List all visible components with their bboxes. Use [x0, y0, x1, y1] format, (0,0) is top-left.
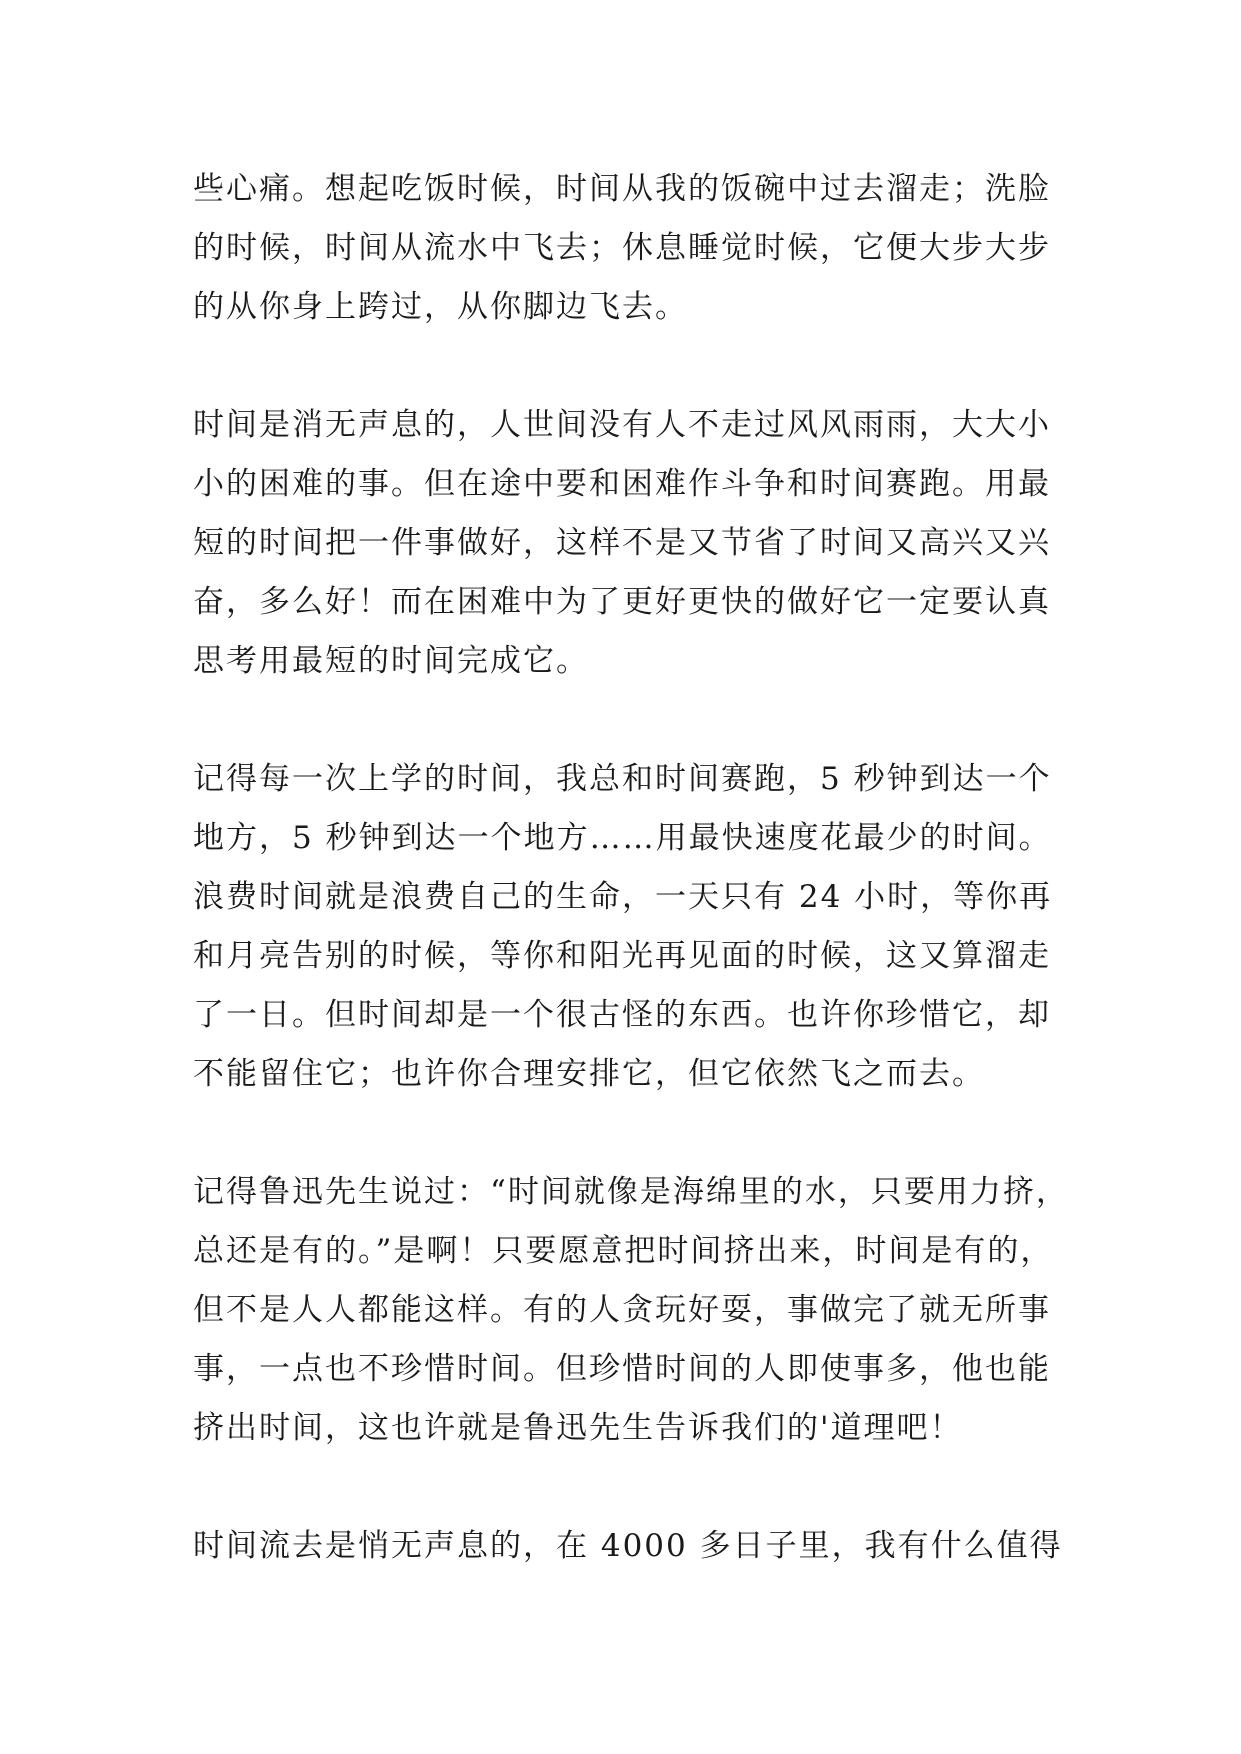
text-line: 地方，5 秒钟到达一个地方……用最快速度花最少的时间。	[193, 820, 1052, 856]
text-line: 记得每一次上学的时间，我总和时间赛跑，5 秒钟到达一个	[193, 761, 1052, 797]
text-line: 了一日。但时间却是一个很古怪的东西。也许你珍惜它，却	[193, 997, 1051, 1033]
text-line: 的从你身上跨过，从你脚边飞去。	[193, 289, 688, 325]
text-line: 记得鲁迅先生说过：“时间就像是海绵里的水，只要用力挤，	[193, 1174, 1069, 1210]
text-line: 总还是有的。”是啊！只要愿意把时间挤出来，时间是有的，	[193, 1233, 1054, 1269]
paragraph-4	[193, 1163, 1069, 1458]
text-line: 事，一点也不珍惜时间。但珍惜时间的人即使事多，他也能	[193, 1351, 1051, 1387]
text-line: 挤出时间，这也许就是鲁迅先生告诉我们的'道理吧！	[193, 1410, 963, 1446]
text-line: 浪费时间就是浪费自己的生命，一天只有 24 小时，等你再	[193, 879, 1053, 915]
text-line: 些心痛。想起吃饭时候，时间从我的饭碗中过去溜走；洗脸	[193, 171, 1051, 207]
paragraph-3	[193, 750, 1063, 1104]
text-line: 短的时间把一件事做好，这样不是又节省了时间又高兴又兴	[193, 525, 1051, 561]
paragraph-5	[193, 1517, 1063, 1576]
text-line: 不能留住它；也许你合理安排它，但它依然飞之而去。	[193, 1056, 985, 1092]
text-line: 和月亮告别的时候，等你和阳光再见面的时候，这又算溜走	[193, 938, 1051, 974]
text-line: 小的困难的事。但在途中要和困难作斗争和时间赛跑。用最	[193, 466, 1051, 502]
paragraph-1	[193, 160, 1063, 337]
text-line: 奋，多么好！而在困难中为了更好更快的做好它一定要认真	[193, 584, 1051, 620]
document-body	[193, 160, 1069, 1576]
text-line: 时间是消无声息的，人世间没有人不走过风风雨雨，大大小	[193, 407, 1051, 443]
paragraph-2	[193, 396, 1063, 691]
text-line: 时间流去是悄无声息的，在 4000 多日子里，我有什么值得	[193, 1528, 1063, 1564]
text-line: 思考用最短的时间完成它。	[193, 643, 589, 679]
text-line: 但不是人人都能这样。有的人贪玩好耍，事做完了就无所事	[193, 1292, 1051, 1328]
text-line: 的时候，时间从流水中飞去；休息睡觉时候，它便大步大步	[193, 230, 1051, 266]
